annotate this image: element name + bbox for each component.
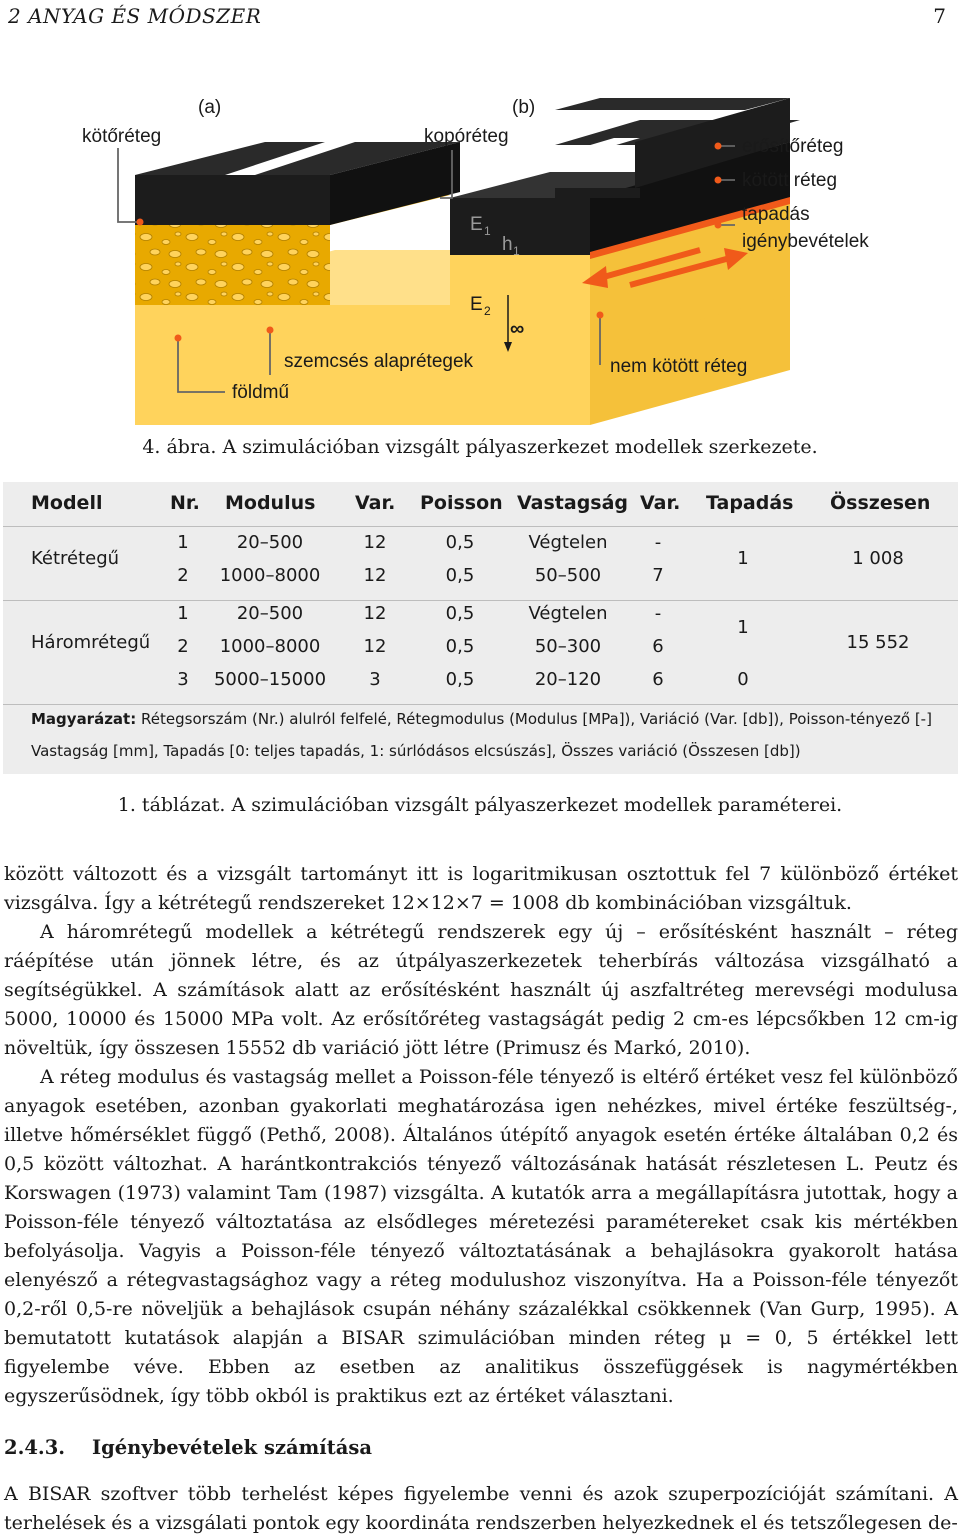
paragraph: között változott és a vizsgált tartományt itt is logaritmikusan osztottuk fel 7 különböző értéket vizsgálva. Így a kétrétegű rendszereket 12×12×7 = 1008 db kombinációban vizsgáltuk.: [4, 863, 958, 914]
panel-a-label: (a): [198, 97, 222, 118]
label-kopoereteg: kopóréteg: [424, 126, 509, 147]
col-header-modulus: Modulus: [225, 492, 316, 514]
col-header-nr: Nr.: [170, 492, 200, 514]
marker-szemcses: [267, 327, 274, 334]
group-rule: [3, 600, 958, 601]
table-cell: 0,5: [445, 532, 475, 553]
table-cell: 0,5: [445, 636, 475, 657]
asphalt-a-front: [135, 175, 330, 225]
table-cell: 6: [652, 669, 664, 690]
table-note-line1: [31, 710, 932, 728]
label-igenybevetelek: igénybevételek: [742, 231, 869, 252]
table-cell: 1 008: [852, 548, 904, 569]
running-header-chapter: 2 ANYAG ÉS MÓDSZER: [8, 4, 262, 28]
table-cell: 0,5: [445, 603, 475, 624]
granular-base-a-front: [135, 225, 330, 305]
table-cell: 50–500: [534, 565, 602, 586]
col-header-modell: Modell: [31, 492, 103, 514]
table-cell: 1000–8000: [219, 636, 321, 657]
table-caption: 1. táblázat. A szimulációban vizsgált pályaszerkezet modellek paraméterei.: [117, 794, 843, 816]
note-label: Magyarázat:: [31, 710, 137, 728]
table-cell: 6: [652, 636, 664, 657]
col-header-osszesen: Összesen: [830, 492, 931, 514]
table-cell: 5000–15000: [213, 669, 327, 690]
table-cell: -: [654, 532, 662, 553]
table-cell: 0,5: [445, 565, 475, 586]
table-cell: 50–300: [534, 636, 602, 657]
figure-caption: 4. ábra. A szimulációban vizsgált pályaszerkezet modellek szerkezete.: [142, 436, 818, 458]
section-heading: [4, 1436, 372, 1459]
table-cell: 12: [363, 636, 387, 657]
table-cell: 1: [737, 617, 749, 638]
panel-b-label: (b): [512, 97, 536, 118]
table-cell: 20–500: [236, 603, 304, 624]
table-cell: 20–120: [534, 669, 602, 690]
table-cell: 12: [363, 532, 387, 553]
marker-nem-kotott: [597, 312, 604, 319]
marker-kotoreteg: [137, 219, 144, 226]
footer-rule: [3, 704, 958, 705]
table-cell: 2: [177, 636, 189, 657]
table-cell: 3: [369, 669, 381, 690]
label-nem-kotott: nem kötött réteg: [610, 356, 748, 377]
table-cell: 2: [177, 565, 189, 586]
col-header-vastagsag: Vastagság: [517, 492, 629, 514]
paragraph: A háromrétegű modellek a kétrétegű rendszerek egy új – erősítésként használt – réteg ráépítése után jönnek létre, és az útpályaszerkezetek teherbírás változása vizsgálható a segítségükkel. A számítások alatt az erősítésként használt új aszfaltréteg merevségi modulusa 5000, 10000 és 15000 MPa volt. Az erősítőréteg vastagságát pedig 2 cm-es lépcsőkben 12 cm-ig növeltük, így összesen 15552 db variáció jött létre (Primusz és Markó, 2010).: [4, 921, 958, 1059]
col-header-poisson: Poisson: [420, 492, 503, 514]
section-title: Igénybevételek számítása: [92, 1436, 372, 1459]
marker-tapadas: [715, 222, 722, 229]
body-text: [4, 860, 958, 1411]
table-cell: 1: [177, 603, 189, 624]
col-header-tapadas: Tapadás: [706, 492, 794, 514]
model-name: Háromrétegű: [31, 632, 151, 653]
label-h1: h: [502, 234, 513, 255]
label-kotott-reteg: kötött réteg: [742, 170, 838, 191]
label-e1-sub: 1: [484, 224, 491, 238]
label-erositoreteg: erősítőréteg: [742, 136, 844, 157]
marker-kotott: [715, 177, 722, 184]
table-cell: 0,5: [445, 669, 475, 690]
label-infinity: ∞: [510, 318, 525, 340]
label-e2-sub: 2: [484, 304, 491, 318]
marker-foldmu: [175, 335, 182, 342]
paragraph: A BISAR szoftver több terhelést képes figyelembe venni és azok szuperpozícióját számítani. A terhelések és a vizsgálati pontok egy koordináta rendszerben helyezkednek el és tetszőlegesen de-: [4, 1483, 958, 1534]
col-header-var1: Var.: [355, 492, 396, 514]
table-cell: 1000–8000: [219, 565, 321, 586]
model-name: Kétrétegű: [31, 548, 120, 569]
label-kotoreteg: kötőréteg: [82, 126, 162, 147]
label-e1: E: [470, 214, 483, 235]
table-cell: 1: [177, 532, 189, 553]
label-e2: E: [470, 294, 483, 315]
table-cell: -: [654, 603, 662, 624]
table-cell: 20–500: [236, 532, 304, 553]
table-cell: 12: [363, 565, 387, 586]
parameter-table: [3, 482, 958, 774]
col-header-var2: Var.: [640, 492, 681, 514]
marker-erosito: [715, 143, 722, 150]
table-note-line2: Vastagság [mm], Tapadás [0: teljes tapadás, 1: súrlódásos elcsúszás], Összes variáció (Összesen [db]): [31, 742, 801, 760]
table-cell: Végtelen: [528, 532, 608, 553]
label-szemcses: szemcsés alaprétegek: [284, 351, 474, 372]
table-cell: 0: [737, 669, 749, 690]
label-h1-sub: 1: [513, 244, 520, 258]
table-cell: 7: [652, 565, 664, 586]
section-body: [4, 1480, 958, 1538]
page-number: 7: [933, 4, 946, 28]
label-tapadas: tapadás: [742, 204, 810, 225]
header-rule: [3, 526, 958, 527]
section-number: 2.4.3.: [4, 1436, 66, 1459]
pavement-structure-figure: [0, 80, 960, 430]
table-cell: 12: [363, 603, 387, 624]
table-cell: 15 552: [846, 632, 910, 653]
table-cell: 1: [737, 548, 749, 569]
table-cell: Végtelen: [528, 603, 608, 624]
note-text-1: Rétegsorszám (Nr.) alulról felfelé, Rétegmodulus (Modulus [MPa]), Variáció (Var. [db]), Poisson-tényező [-]: [141, 710, 932, 728]
paragraph: A réteg modulus és vastagság mellet a Poisson-féle tényező is eltérő értéket vesz fel különböző anyagok esetében, azonban gyakorlati meghatározása igen nehézkes, mivel értéke feszültség-, illetve hőmérséklet függő (Pethő, 2008). Általános útépítő anyagok esetén értéke általában 0,2 és 0,5 között változhat. A harántkontrakciós tényező változásának hatását részletesen L. Peutz és Korswagen (1973) valamint Tam (1987) vizsgálta. A kutatók arra a megállapításra jutottak, hogy a Poisson-féle tényező változtatása az elsődleges méretezési paramétereket csak kis mértékben befolyásolja. Vagyis a Poisson-féle tényező változtatásának a behajlásokra gyakorolt hatása elenyésző a rétegvastagsághoz vagy a réteg modulushoz viszonyítva. Ha a Poisson-féle tényezőt 0,2-ről 0,5-re növeljük a behajlások csupán néhány százalékkal csökkennek (Van Gurp, 1995). A bemutatott kutatások alapján a BISAR szimulációban minden réteg μ = 0, 5 értékkel lett figyelembe véve. Ebben az esetben az analitikus összefüggések is nagymértékben egyszerűsödnek, így több okból is praktikus ezt az értéket választani.: [4, 1066, 958, 1407]
label-foldmu: földmű: [232, 382, 290, 403]
table-cell: 3: [177, 669, 189, 690]
